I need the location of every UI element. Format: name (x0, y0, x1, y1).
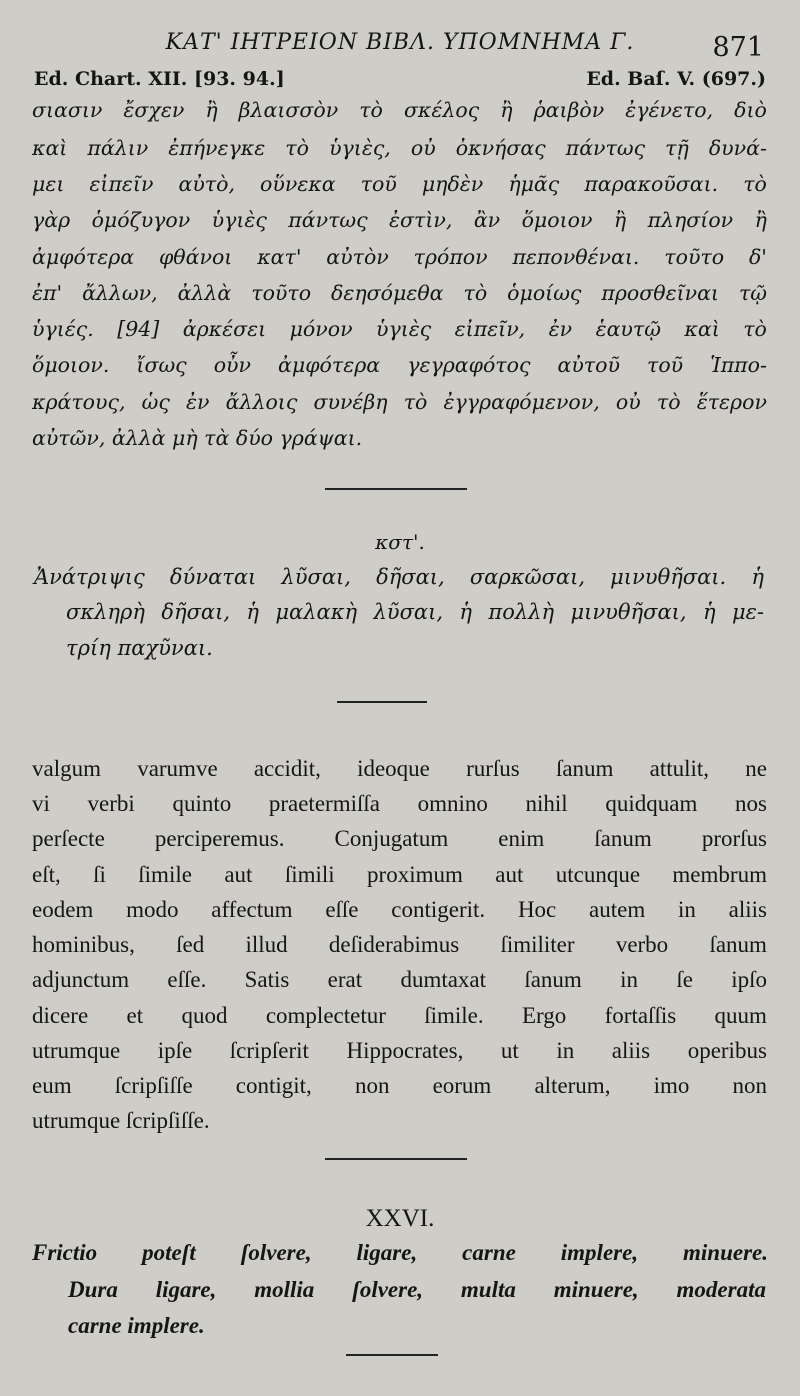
edition-reference-right: Ed. Baſ. V. (697.) (586, 68, 766, 90)
greek-section-number: κστ'. (375, 530, 425, 554)
latin-line: adjunctum eſſe. Satis erat dumtaxat ſanum in ſe ipſo (32, 967, 767, 992)
latin-line: hominibus, ſed illud deſiderabimus ſimiliter verbo ſanum (32, 932, 767, 957)
latin-line: eſt, ſi ſimile aut ſimili proximum aut utcunque membrum (32, 862, 767, 887)
latin-aphorism-line: Dura ligare, mollia ſolvere, multa minuere, moderata (68, 1277, 766, 1302)
greek-line: κράτους, ὡς ἐν ἄλλοις συνέβη τὸ ἐγγραφόμενον, οὐ τὸ ἕτερον (32, 390, 767, 414)
page-number: 871 (712, 32, 764, 63)
greek-line: καὶ πάλιν ἐπήνεγκε τὸ ὑγιὲς, οὐ ὀκνήσας πάντως τῇ δυνά- (32, 136, 767, 160)
latin-aphorism-line: carne implere. (68, 1313, 205, 1338)
greek-line: ὅμοιον. ἴσως οὖν ἀμφότερα γεγραφότος αὐτοῦ τοῦ Ἱππο- (32, 353, 767, 377)
section-divider (337, 701, 427, 703)
edition-reference-left: Ed. Chart. XII. [93. 94.] (34, 68, 285, 90)
greek-line: αὐτῶν, ἀλλὰ μὴ τὰ δύο γράψαι. (32, 426, 363, 450)
section-divider (346, 1354, 438, 1356)
greek-line: μει εἰπεῖν αὐτὸ, οὕνεκα τοῦ μηδὲν ἡμᾶς παρακοῦσαι. τὸ (32, 172, 767, 196)
greek-line: ἐπ' ἄλλων, ἀλλὰ τοῦτο δεησόμεθα τὸ ὁμοίως προσθεῖναι τῷ (32, 281, 767, 305)
latin-line: dicere et quod complectetur ſimile. Ergo fortaſſis quum (32, 1003, 767, 1028)
greek-line: ἀμφότερα φθάνοι κατ' αὐτὸν τρόπον πεπονθέναι. τοῦτο δ' (32, 245, 767, 269)
latin-line: eodem modo affectum eſſe contigerit. Hoc autem in aliis (32, 897, 767, 922)
greek-line: Ἀνάτριψις δύναται λῦσαι, δῆσαι, σαρκῶσαι, μινυθῆσαι. ἡ (34, 565, 764, 589)
latin-line: perſecte perciperemus. Conjugatum enim ſanum prorſus (32, 826, 767, 851)
greek-line: ὑγιές. [94] ἀρκέσει μόνον ὑγιὲς εἰπεῖν, ἐν ἑαυτῷ καὶ τὸ (32, 317, 767, 341)
latin-aphorism-line: Frictio poteſt ſolvere, ligare, carne implere, minuere. (32, 1240, 768, 1265)
latin-line: utrumque ſcripſiſſe. (32, 1108, 210, 1133)
greek-line: σκληρὴ δῆσαι, ἡ μαλακὴ λῦσαι, ἡ πολλὴ μινυθῆσαι, ἡ με- (66, 600, 764, 624)
latin-line: utrumque ipſe ſcripſerit Hippocrates, ut in aliis operibus (32, 1038, 767, 1063)
section-divider (325, 1158, 467, 1160)
running-head-title: ΚΑΤ' ΙΗΤΡΕΙΟΝ ΒΙΒΛ. ΥΠΟΜΝΗΜΑ Γ. (165, 30, 635, 55)
section-divider (325, 488, 467, 490)
latin-section-number: XXVI. (365, 1205, 435, 1232)
greek-line: σιασιν ἔσχεν ἢ βλαισσὸν τὸ σκέλος ἢ ῥαιβὸν ἐγένετο, διὸ (32, 98, 767, 122)
latin-line: vi verbi quinto praetermiſſa omnino nihil quidquam nos (32, 791, 767, 816)
greek-line: τρίη παχῦναι. (66, 636, 213, 660)
latin-line: eum ſcripſiſſe contigit, non eorum alterum, imo non (32, 1073, 767, 1098)
greek-line: γὰρ ὁμόζυγον ὑγιὲς πάντως ἐστὶν, ἂν ὅμοιον ἢ πλησίον ἢ (32, 208, 767, 232)
latin-line: valgum varumve accidit, ideoque rurſus ſanum attulit, ne (32, 756, 767, 781)
